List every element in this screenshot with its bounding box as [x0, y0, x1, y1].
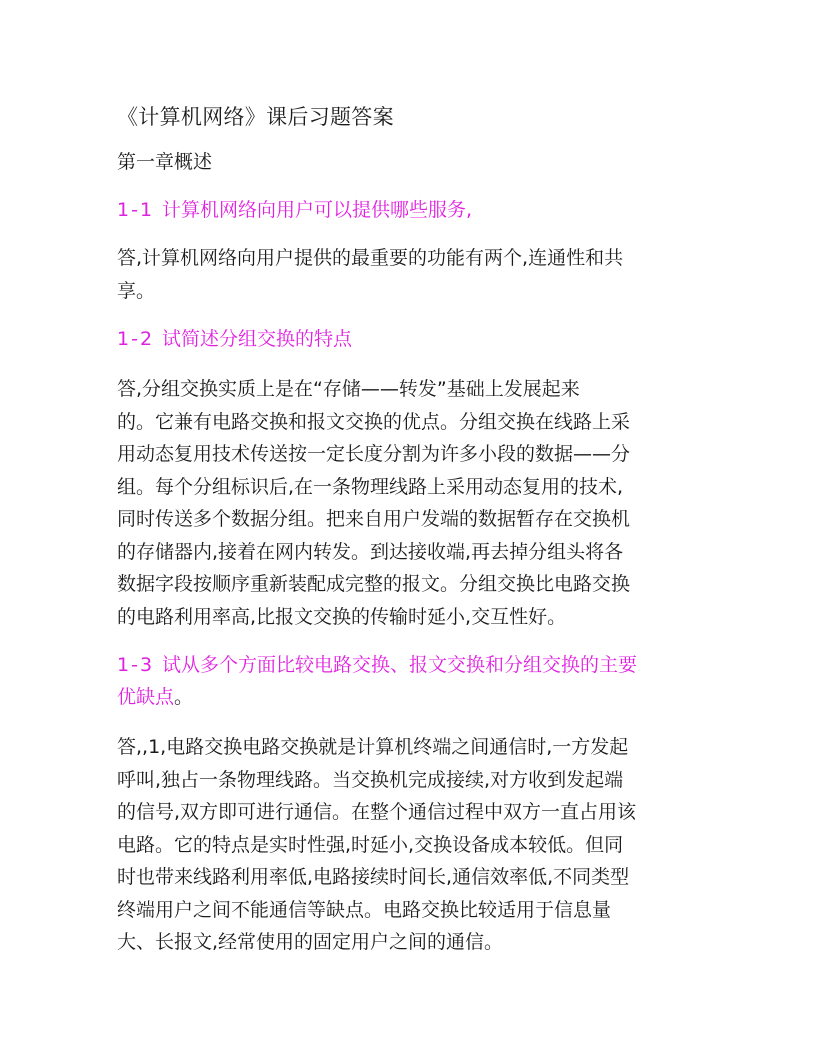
question-text: 试简述分组交换的特点: [162, 328, 353, 350]
answer-line: 电路。它的特点是实时性强,时延小,交换设备成本较低。但同: [117, 833, 624, 856]
answer-line: 的信号,双方即可进行通信。在整个通信过程中双方一直占用该: [117, 801, 637, 823]
question-tail-punctuation: 。: [174, 686, 194, 708]
answer-line: 的。它兼有电路交换和报文交换的优点。分组交换在线路上采: [117, 410, 631, 433]
question-heading: [117, 323, 707, 355]
document-page: [117, 100, 707, 975]
answer-paragraph: [117, 242, 707, 307]
question-number: 1-2: [117, 328, 155, 350]
section-1-2: [117, 323, 707, 633]
answer-line: 呼叫,独占一条物理线路。当交换机完成接续,对方收到发起端: [117, 768, 624, 791]
answer-line: 的电路利用率高,比报文交换的传输时延小,交互性好。: [117, 605, 567, 628]
answer-line: 答,分组交换实质上是在“存储——转发”基础上发展起来: [117, 378, 580, 400]
answer-line: 数据字段按顺序重新装配成完整的报文。分组交换比电路交换: [117, 573, 631, 595]
answer-line: 同时传送多个数据分组。把来自用户发端的数据暂存在交换机: [117, 508, 631, 530]
answer-paragraph: [117, 731, 707, 959]
question-heading: [117, 194, 707, 226]
question-number: 1-1: [117, 199, 155, 221]
question-number: 1-3: [117, 654, 155, 676]
answer-line: 的存储器内,接着在网内转发。到达接收端,再去掉分组头将各: [117, 540, 624, 563]
question-text: 计算机网络向用户可以提供哪些服务,: [162, 199, 473, 221]
answer-paragraph: [117, 373, 707, 633]
answer-line: 用动态复用技术传送按一定长度分割为许多小段的数据——分: [117, 443, 631, 465]
chapter-heading: 第一章概述: [117, 151, 213, 173]
answer-line: 组。每个分组标识后,在一条物理线路上采用动态复用的技术,: [117, 475, 624, 498]
document-title: 《计算机网络》课后习题答案: [117, 105, 394, 129]
answer-line: 时也带来线路利用率低,电路接续时间长,通信效率低,不同类型: [117, 866, 630, 888]
question-text: 优缺点: [117, 686, 175, 708]
section-1-1: [117, 194, 707, 307]
answer-line: 答,,1,电路交换电路交换就是计算机终端之间通信时,一方发起: [117, 736, 629, 758]
answer-line: 大、长报文,经常使用的固定用户之间的通信。: [117, 931, 504, 953]
answer-line: 答,计算机网络向用户提供的最重要的功能有两个,连通性和共: [117, 247, 624, 269]
answer-line: 终端用户之间不能通信等缺点。电路交换比较适用于信息量: [117, 898, 612, 921]
question-text: 试从多个方面比较电路交换、报文交换和分组交换的主要: [162, 654, 638, 676]
section-1-3: [117, 649, 707, 959]
question-heading: [117, 649, 707, 713]
answer-line: 享。: [117, 279, 156, 302]
